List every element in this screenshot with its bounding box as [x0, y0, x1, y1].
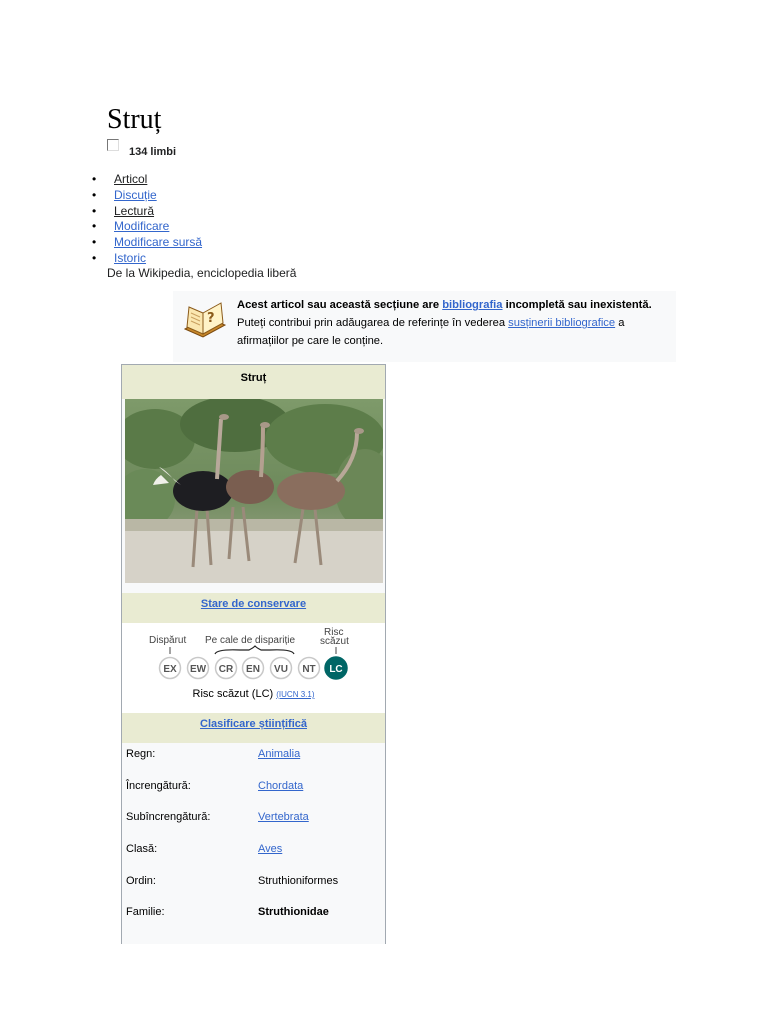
conservation-status-scale: [122, 623, 385, 685]
taxonomy-rank: Clasă:: [126, 843, 158, 856]
infobox-title: Struț: [122, 365, 385, 399]
taxonomy-rank: Regn:: [126, 748, 156, 760]
status-label-low-risk-1: Risc: [324, 627, 344, 638]
taxonomy-row: [122, 838, 385, 870]
taxonomy-rank: Încrengătură:: [126, 779, 191, 792]
tab-read-link[interactable]: Lectură: [114, 203, 155, 218]
taxonomy-value[interactable]: Animalia: [258, 748, 301, 760]
taxonomy-row: [122, 870, 385, 902]
conservation-link[interactable]: Stare de conservare: [200, 598, 307, 610]
status-code-nt: NT: [302, 664, 316, 675]
taxonomy-rank: Subîncrengătură:: [126, 811, 211, 824]
language-icon: [107, 139, 119, 151]
status-code-ew: EW: [189, 664, 207, 675]
notice-text-4: a afirmațiilor pe care le conține.: [237, 317, 625, 347]
tab-edit-link[interactable]: Modificare: [114, 219, 170, 234]
risk-line: [122, 688, 385, 700]
status-code-ex: EX: [163, 664, 177, 675]
notice-text-2: incompletă sau inexistentă.: [502, 299, 652, 311]
book-icon: [181, 301, 229, 341]
taxonomy-value: Struthioniformes: [258, 874, 339, 887]
taxonomy-table: [122, 743, 385, 933]
status-code-vu: VU: [274, 664, 288, 675]
language-count: 134 limbi: [129, 146, 177, 158]
taxonomy-value[interactable]: Vertebrata: [258, 811, 309, 824]
classification-link[interactable]: Clasificare științifică: [200, 718, 307, 730]
taxonomy-value[interactable]: Chordata: [258, 779, 304, 792]
tab-article[interactable]: [94, 172, 202, 188]
tab-edit-source-link[interactable]: Modificare sursă: [114, 235, 203, 250]
taxonomy-value[interactable]: Aves: [258, 843, 283, 856]
language-selector[interactable]: [107, 139, 177, 158]
status-label-endangered: Pe cale de dispariție: [205, 635, 296, 646]
notice-link-bibliography[interactable]: bibliografia: [442, 299, 503, 311]
status-label-extinct: Dispărut: [149, 635, 187, 646]
status-code-en: EN: [246, 664, 260, 675]
site-tagline: De la Wikipedia, enciclopedia liberă: [107, 266, 297, 280]
risk-text: Risc scăzut (LC): [192, 688, 277, 700]
taxonomy-row: [122, 806, 385, 838]
tab-history-link[interactable]: Istoric: [114, 250, 147, 265]
tab-article-link[interactable]: Articol: [114, 172, 148, 186]
svg-text:?: ?: [207, 311, 215, 326]
page-title: Struț: [107, 104, 162, 135]
page-tabs: [94, 172, 202, 267]
notice-text-1: Acest articol sau această secțiune are: [237, 299, 443, 311]
taxonomy-row: [122, 775, 385, 807]
conservation-header[interactable]: [122, 593, 385, 623]
species-infobox: [121, 364, 386, 944]
tab-read[interactable]: [94, 204, 202, 220]
notice-text-3: Puteți contribui prin adăugarea de referințe în vederea: [237, 317, 509, 329]
taxonomy-rank: Familie:: [126, 906, 165, 919]
conservation-status: [122, 623, 385, 713]
taxonomy-value: Struthionidae: [258, 906, 329, 919]
iucn-reference[interactable]: (IUCN 3.1): [276, 690, 315, 699]
tab-discussion-link[interactable]: Discuție: [114, 187, 157, 202]
notice-link-support[interactable]: susținerii bibliografice: [508, 317, 616, 329]
taxonomy-rank: Ordin:: [126, 874, 156, 887]
classification-header[interactable]: [122, 713, 385, 743]
notice-box: [173, 291, 676, 362]
taxonomy-row: [122, 743, 385, 775]
tab-edit-source[interactable]: [94, 235, 202, 251]
tab-edit[interactable]: [94, 219, 202, 235]
ostrich-photo[interactable]: [125, 399, 383, 583]
status-label-low-risk-2: scăzut: [320, 636, 349, 647]
tab-history[interactable]: [94, 251, 202, 267]
taxonomy-row: [122, 901, 385, 933]
tab-discussion[interactable]: [94, 188, 202, 204]
status-code-cr: CR: [218, 664, 234, 675]
notice-message: [237, 296, 667, 350]
status-code-lc: LC: [329, 664, 343, 675]
